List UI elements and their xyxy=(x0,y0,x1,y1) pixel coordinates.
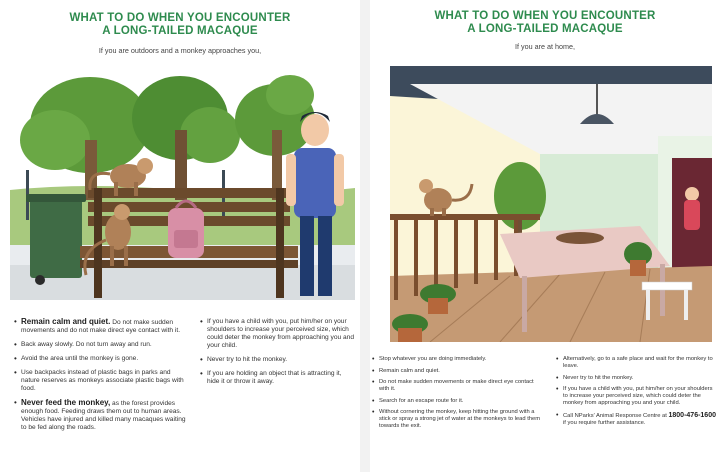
list-item xyxy=(14,369,190,393)
child-illustration xyxy=(684,187,700,230)
home-title xyxy=(370,10,720,36)
tip-text: Alternatively, go to a safe place and wait for the monkey to leave. xyxy=(563,356,713,369)
outdoor-illustration xyxy=(10,70,355,300)
hotline-number: 1800-476-1600 xyxy=(668,411,716,419)
list-item xyxy=(14,399,190,432)
bullet-icon: • xyxy=(372,356,375,363)
tip-text: Never try to hit the monkey. xyxy=(563,374,634,381)
list-item xyxy=(372,398,544,405)
bullet-icon: • xyxy=(200,369,203,378)
list-item xyxy=(556,356,716,370)
bullet-icon: • xyxy=(556,374,559,382)
bullet-icon: • xyxy=(14,368,17,377)
bullet-icon: • xyxy=(14,398,17,407)
list-item xyxy=(200,370,354,386)
list-item xyxy=(372,379,544,393)
outdoor-subtitle: If you are outdoors and a monkey approaches you, xyxy=(98,46,262,55)
backpack-illustration xyxy=(168,201,204,258)
bullet-icon: • xyxy=(556,356,559,363)
bullet-icon: • xyxy=(372,409,375,416)
outdoor-title-line2: A LONG-TAILED MACAQUE xyxy=(102,25,258,37)
list-item xyxy=(556,386,716,407)
outdoor-tips xyxy=(14,318,354,438)
tip-text: Do not make sudden movements or make direct eye contact with it. xyxy=(379,379,534,392)
list-item xyxy=(200,356,354,364)
bullet-icon: • xyxy=(14,317,17,326)
home-tips xyxy=(372,356,717,435)
bullet-icon: • xyxy=(200,317,203,326)
outdoor-tips-column-2 xyxy=(200,318,354,438)
home-title-line1: WHAT TO DO WHEN YOU ENCOUNTER xyxy=(434,10,656,22)
home-title-line2: A LONG-TAILED MACAQUE xyxy=(467,23,623,35)
outdoor-tips-column-1 xyxy=(14,318,190,438)
bin-illustration xyxy=(26,194,86,285)
tip-text: Without cornering the monkey, keep hitting the ground with a stick or spray a strong jet of water at the monkeys to lead them towards the exit. xyxy=(379,409,541,429)
tip-text: Use backpacks instead of plastic bags in parks and nature reserves as monkeys associate plastic bags with food. xyxy=(21,369,184,392)
tip-text: If you have a child with you, put him/her on your shoulders to increase your perceived size, which could deter the monkey from approaching you and your child. xyxy=(207,318,354,349)
bullet-icon: • xyxy=(14,354,17,363)
tip-text: Avoid the area until the monkey is gone. xyxy=(21,355,139,362)
tip-text: as the forest provides enough food. Feeding draws them out to human areas. Vehicles have injured and killed many macaques waiting to be fed along the roads. xyxy=(21,400,186,431)
bullet-icon: • xyxy=(556,386,559,393)
home-subtitle: If you are at home, xyxy=(515,42,575,51)
tip-text: Stop whatever you are doing immediately. xyxy=(379,356,487,362)
bullet-icon: • xyxy=(200,355,203,364)
bullet-icon: • xyxy=(372,367,375,375)
tip-lead: Remain calm and quiet. xyxy=(21,317,111,326)
outdoor-title xyxy=(0,12,360,38)
tip-text: Search for an escape route for it. xyxy=(379,397,464,404)
list-item xyxy=(14,355,190,363)
list-item xyxy=(372,409,544,430)
tip-text: Back away slowly. Do not turn away and run. xyxy=(21,341,152,348)
home-panel xyxy=(370,0,720,472)
bullet-icon: • xyxy=(372,379,375,386)
bullet-icon: • xyxy=(14,340,17,349)
tip-text: If you are holding an object that is attracting it, hide it or throw it away. xyxy=(207,370,342,385)
list-item xyxy=(372,368,544,375)
tip-text: Remain calm and quiet. xyxy=(379,367,440,374)
list-item xyxy=(556,412,716,427)
tip-lead: Never feed the monkey, xyxy=(21,398,111,407)
tip-text: Do not make sudden movements and do not make direct eye contact with it. xyxy=(21,319,181,334)
list-item xyxy=(200,318,354,350)
list-item xyxy=(556,375,716,382)
tip-text: Call NParks' Animal Response Centre at xyxy=(563,412,669,419)
home-tips-column-2 xyxy=(556,356,716,435)
list-item xyxy=(14,318,190,335)
home-tips-column-1 xyxy=(372,356,544,435)
tip-text-tail: if you require further assistance. xyxy=(563,419,646,426)
tip-text: If you have a child with you, put him/her on your shoulders to increase your perceived size, which could deter the monkey from approaching you and your child. xyxy=(563,386,713,406)
list-item xyxy=(14,341,190,349)
home-illustration xyxy=(390,66,712,342)
panel-gutter xyxy=(360,0,370,472)
list-item xyxy=(372,356,544,363)
tip-text: Never try to hit the monkey. xyxy=(207,356,288,363)
bullet-icon: • xyxy=(556,411,559,419)
outdoor-title-line1: WHAT TO DO WHEN YOU ENCOUNTER xyxy=(69,12,291,24)
bullet-icon: • xyxy=(372,397,375,405)
